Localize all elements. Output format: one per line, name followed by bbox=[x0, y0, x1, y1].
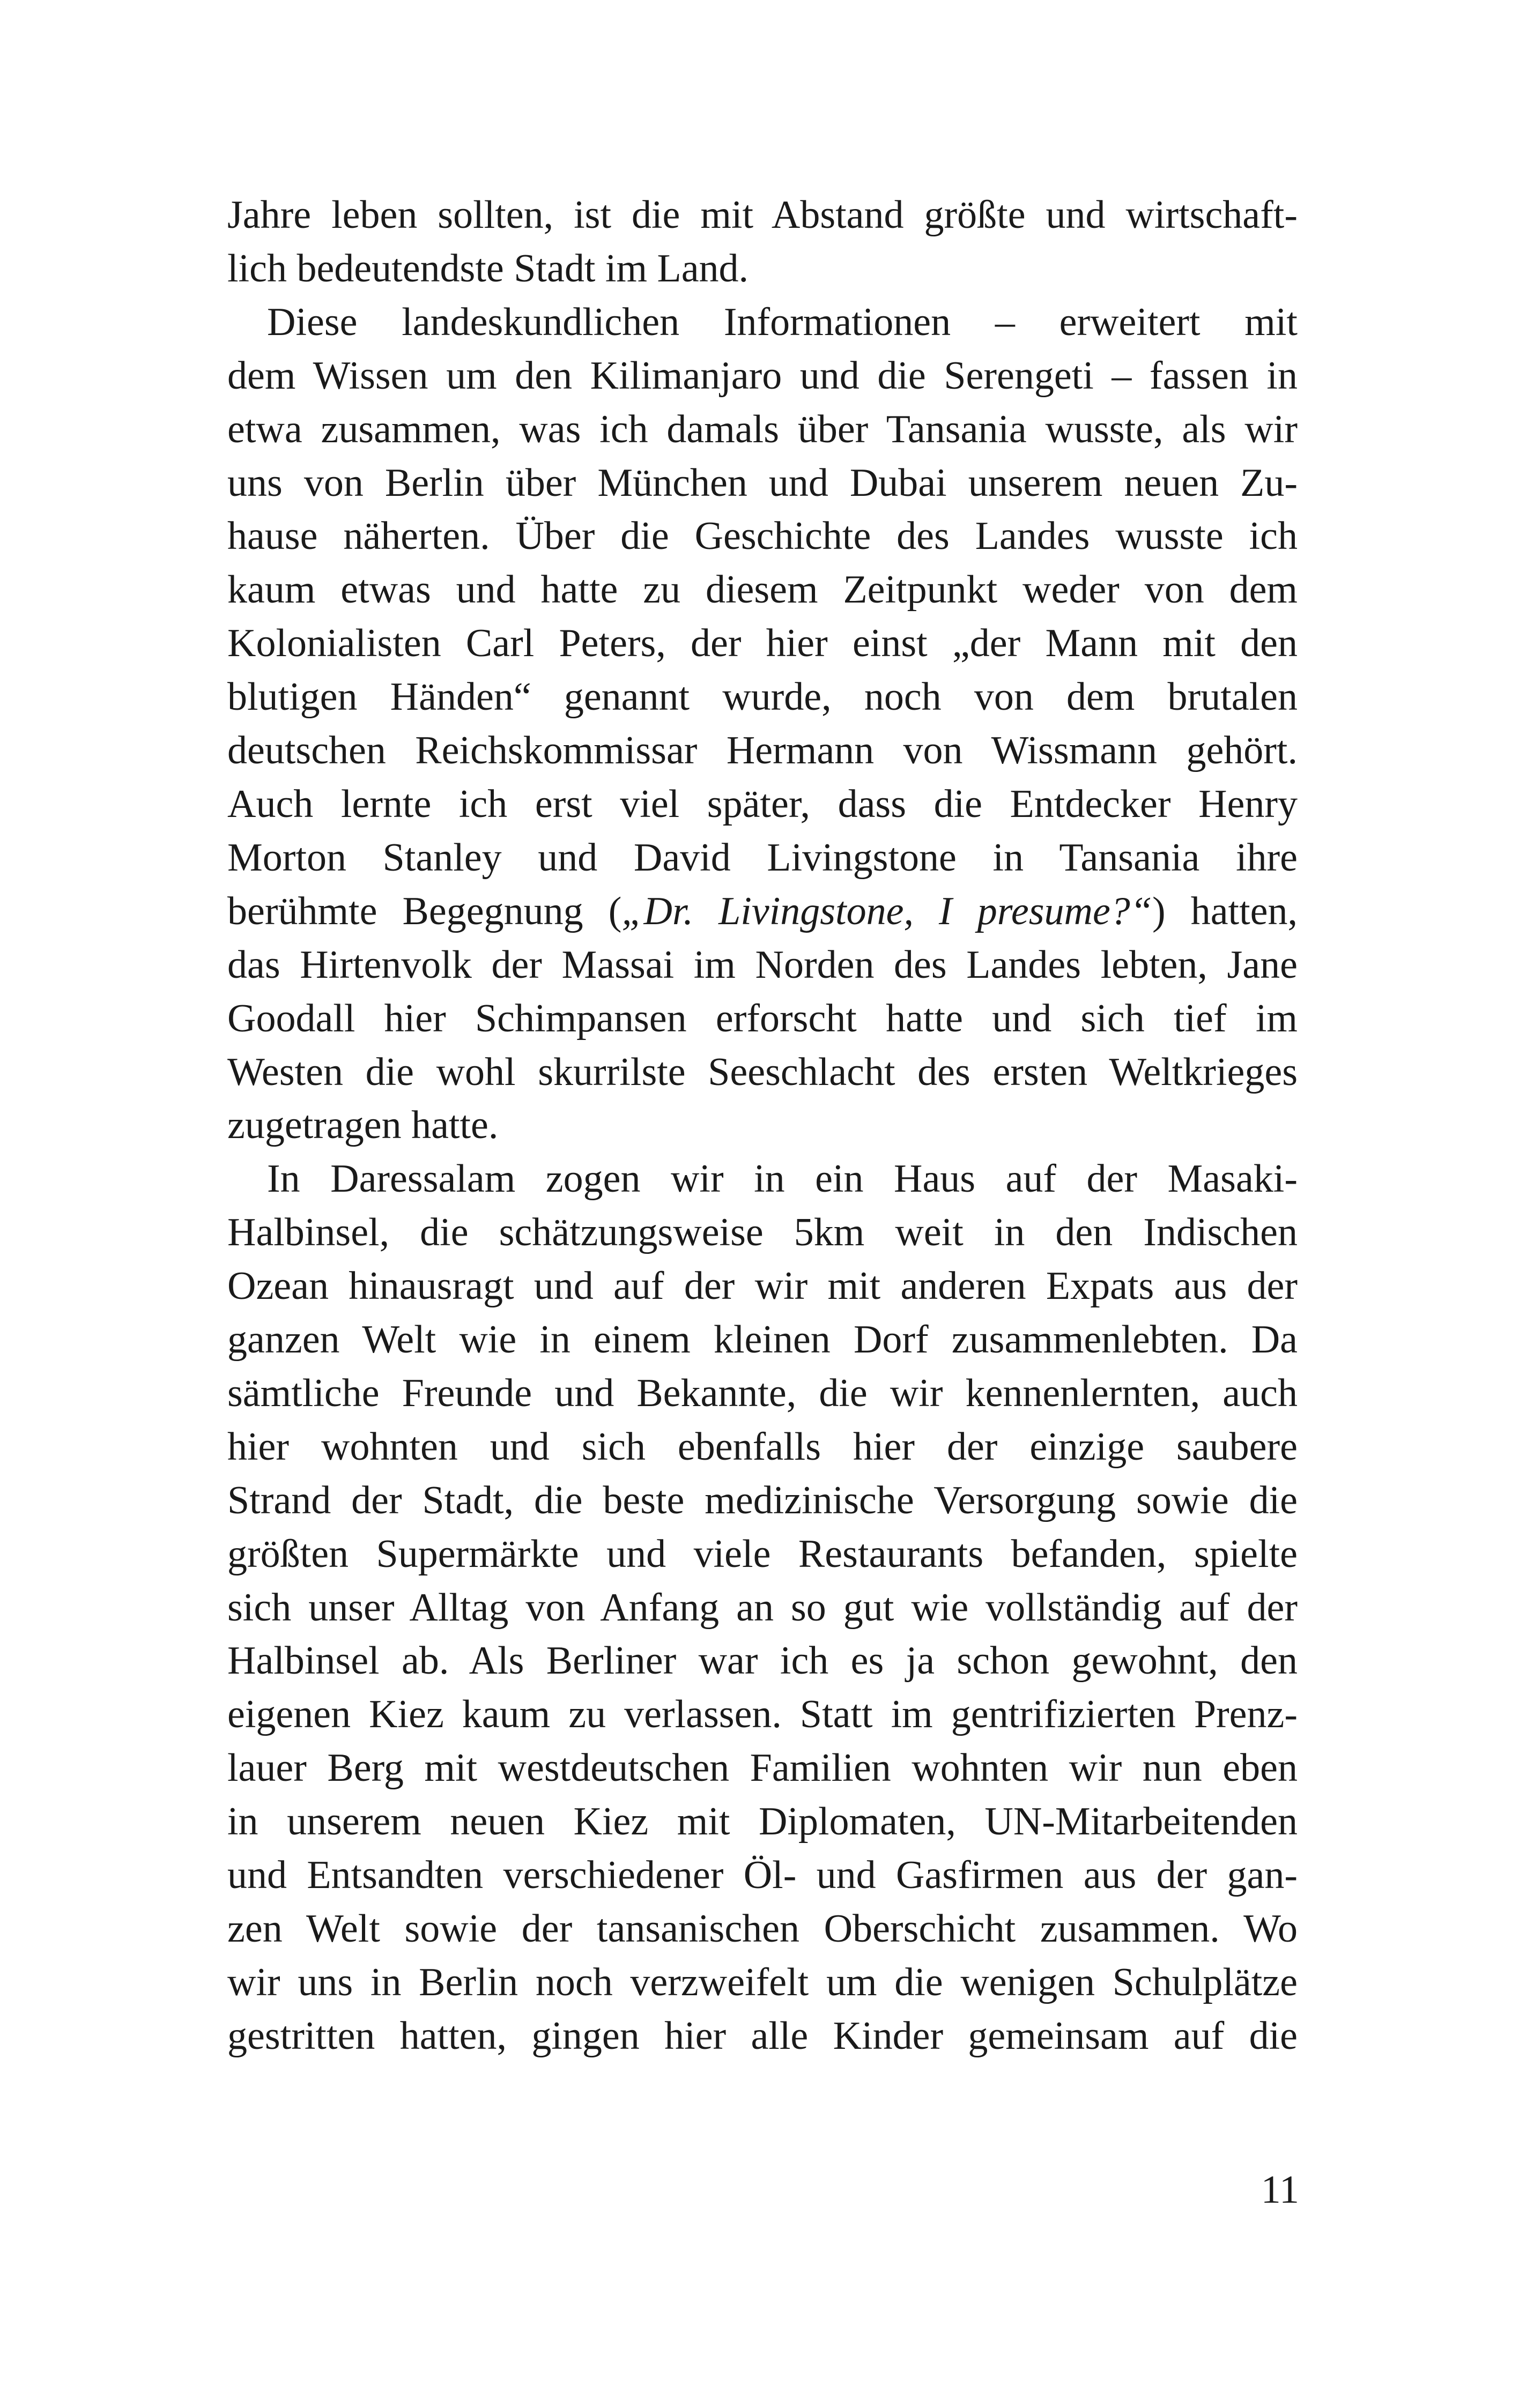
text-line: Morton Stanley und David Livingstone in Tansania ihre bbox=[227, 835, 1298, 880]
text-line: blutigen Händen“ genannt wurde, noch von dem brutalen bbox=[227, 675, 1298, 719]
text-segment: ) hatten, bbox=[1152, 889, 1298, 933]
text-line: kaum etwas und hatte zu diesem Zeitpunkt weder von dem bbox=[227, 568, 1298, 612]
paragraph bbox=[227, 1153, 1298, 2063]
text-line bbox=[227, 885, 1298, 939]
text-line: zugetragen hatte. bbox=[227, 1103, 499, 1148]
text-line: Ozean hinausragt und auf der wir mit anderen Expats aus der bbox=[227, 1264, 1298, 1309]
text-line: zen Welt sowie der tansanischen Oberschicht zusammen. Wo bbox=[227, 1907, 1298, 1951]
text-line: Goodall hier Schimpansen erforscht hatte und sich tief im bbox=[227, 996, 1298, 1041]
text-line: Jahre leben sollten, ist die mit Abstand größte und wirtschaft- bbox=[227, 193, 1298, 237]
text-line: eigenen Kiez kaum zu verlassen. Statt im gentrifizierten Prenz- bbox=[227, 1692, 1298, 1737]
text-line: Kolonialisten Carl Peters, der hier einst „der Mann mit den bbox=[227, 621, 1298, 666]
page-number: 11 bbox=[1261, 2168, 1299, 2212]
text-line: sich unser Alltag von Anfang an so gut wie vollständig auf der bbox=[227, 1585, 1298, 1630]
text-line: uns von Berlin über München und Dubai unserem neuen Zu- bbox=[227, 460, 1298, 505]
text-line: hier wohnten und sich ebenfalls hier der einzige saubere bbox=[227, 1424, 1298, 1469]
text-line: in unserem neuen Kiez mit Diplomaten, UN-Mitarbeitenden bbox=[227, 1800, 1298, 1844]
text-line: ganzen Welt wie in einem kleinen Dorf zusammenlebten. Da bbox=[227, 1318, 1298, 1362]
text-line: etwa zusammen, was ich damals über Tansania wusste, als wir bbox=[227, 407, 1298, 451]
text-line: und Entsandten verschiedener Öl- und Gasfirmen aus der gan- bbox=[227, 1853, 1298, 1898]
text-segment: berühmte Begegnung ( bbox=[227, 889, 622, 933]
text-line: Strand der Stadt, die beste medizinische Versorgung sowie die bbox=[227, 1478, 1298, 1522]
text-line: lauer Berg mit westdeutschen Familien wohnten wir nun eben bbox=[227, 1746, 1298, 1790]
paragraph bbox=[227, 189, 1298, 296]
text-line: deutschen Reichskommissar Hermann von Wissmann gehört. bbox=[227, 729, 1298, 773]
text-line: Halbinsel ab. Als Berliner war ich es ja schon gewohnt, den bbox=[227, 1639, 1298, 1683]
text-line: sämtliche Freunde und Bekannte, die wir kennenlernten, auch bbox=[227, 1371, 1298, 1415]
text-line: größten Supermärkte und viele Restaurants befanden, spielte bbox=[227, 1532, 1298, 1576]
italic-quote: „Dr. Livingstone, I presume?“ bbox=[621, 889, 1152, 933]
body-text bbox=[227, 189, 1298, 2063]
text-line: Diese landeskundlichen Informationen – erweitert mit bbox=[267, 300, 1298, 344]
text-line: wir uns in Berlin noch verzweifelt um die wenigen Schulplätze bbox=[227, 1960, 1298, 2004]
text-line: lich bedeutendste Stadt im Land. bbox=[227, 246, 749, 291]
text-line: In Daressalam zogen wir in ein Haus auf der Masaki- bbox=[267, 1157, 1298, 1201]
text-line: hause näherten. Über die Geschichte des Landes wusste ich bbox=[227, 514, 1298, 559]
text-line: das Hirtenvolk der Massai im Norden des Landes lebten, Jane bbox=[227, 942, 1298, 987]
text-line: Halbinsel, die schätzungsweise 5km weit in den Indischen bbox=[227, 1210, 1298, 1255]
paragraph bbox=[227, 296, 1298, 1153]
text-line: gestritten hatten, gingen hier alle Kinder gemeinsam auf die bbox=[227, 2013, 1298, 2058]
text-line: dem Wissen um den Kilimanjaro und die Serengeti – fassen in bbox=[227, 353, 1298, 398]
text-line: Auch lernte ich erst viel später, dass die Entdecker Henry bbox=[227, 782, 1298, 826]
text-line: Westen die wohl skurrilste Seeschlacht des ersten Weltkrieges bbox=[227, 1050, 1298, 1094]
